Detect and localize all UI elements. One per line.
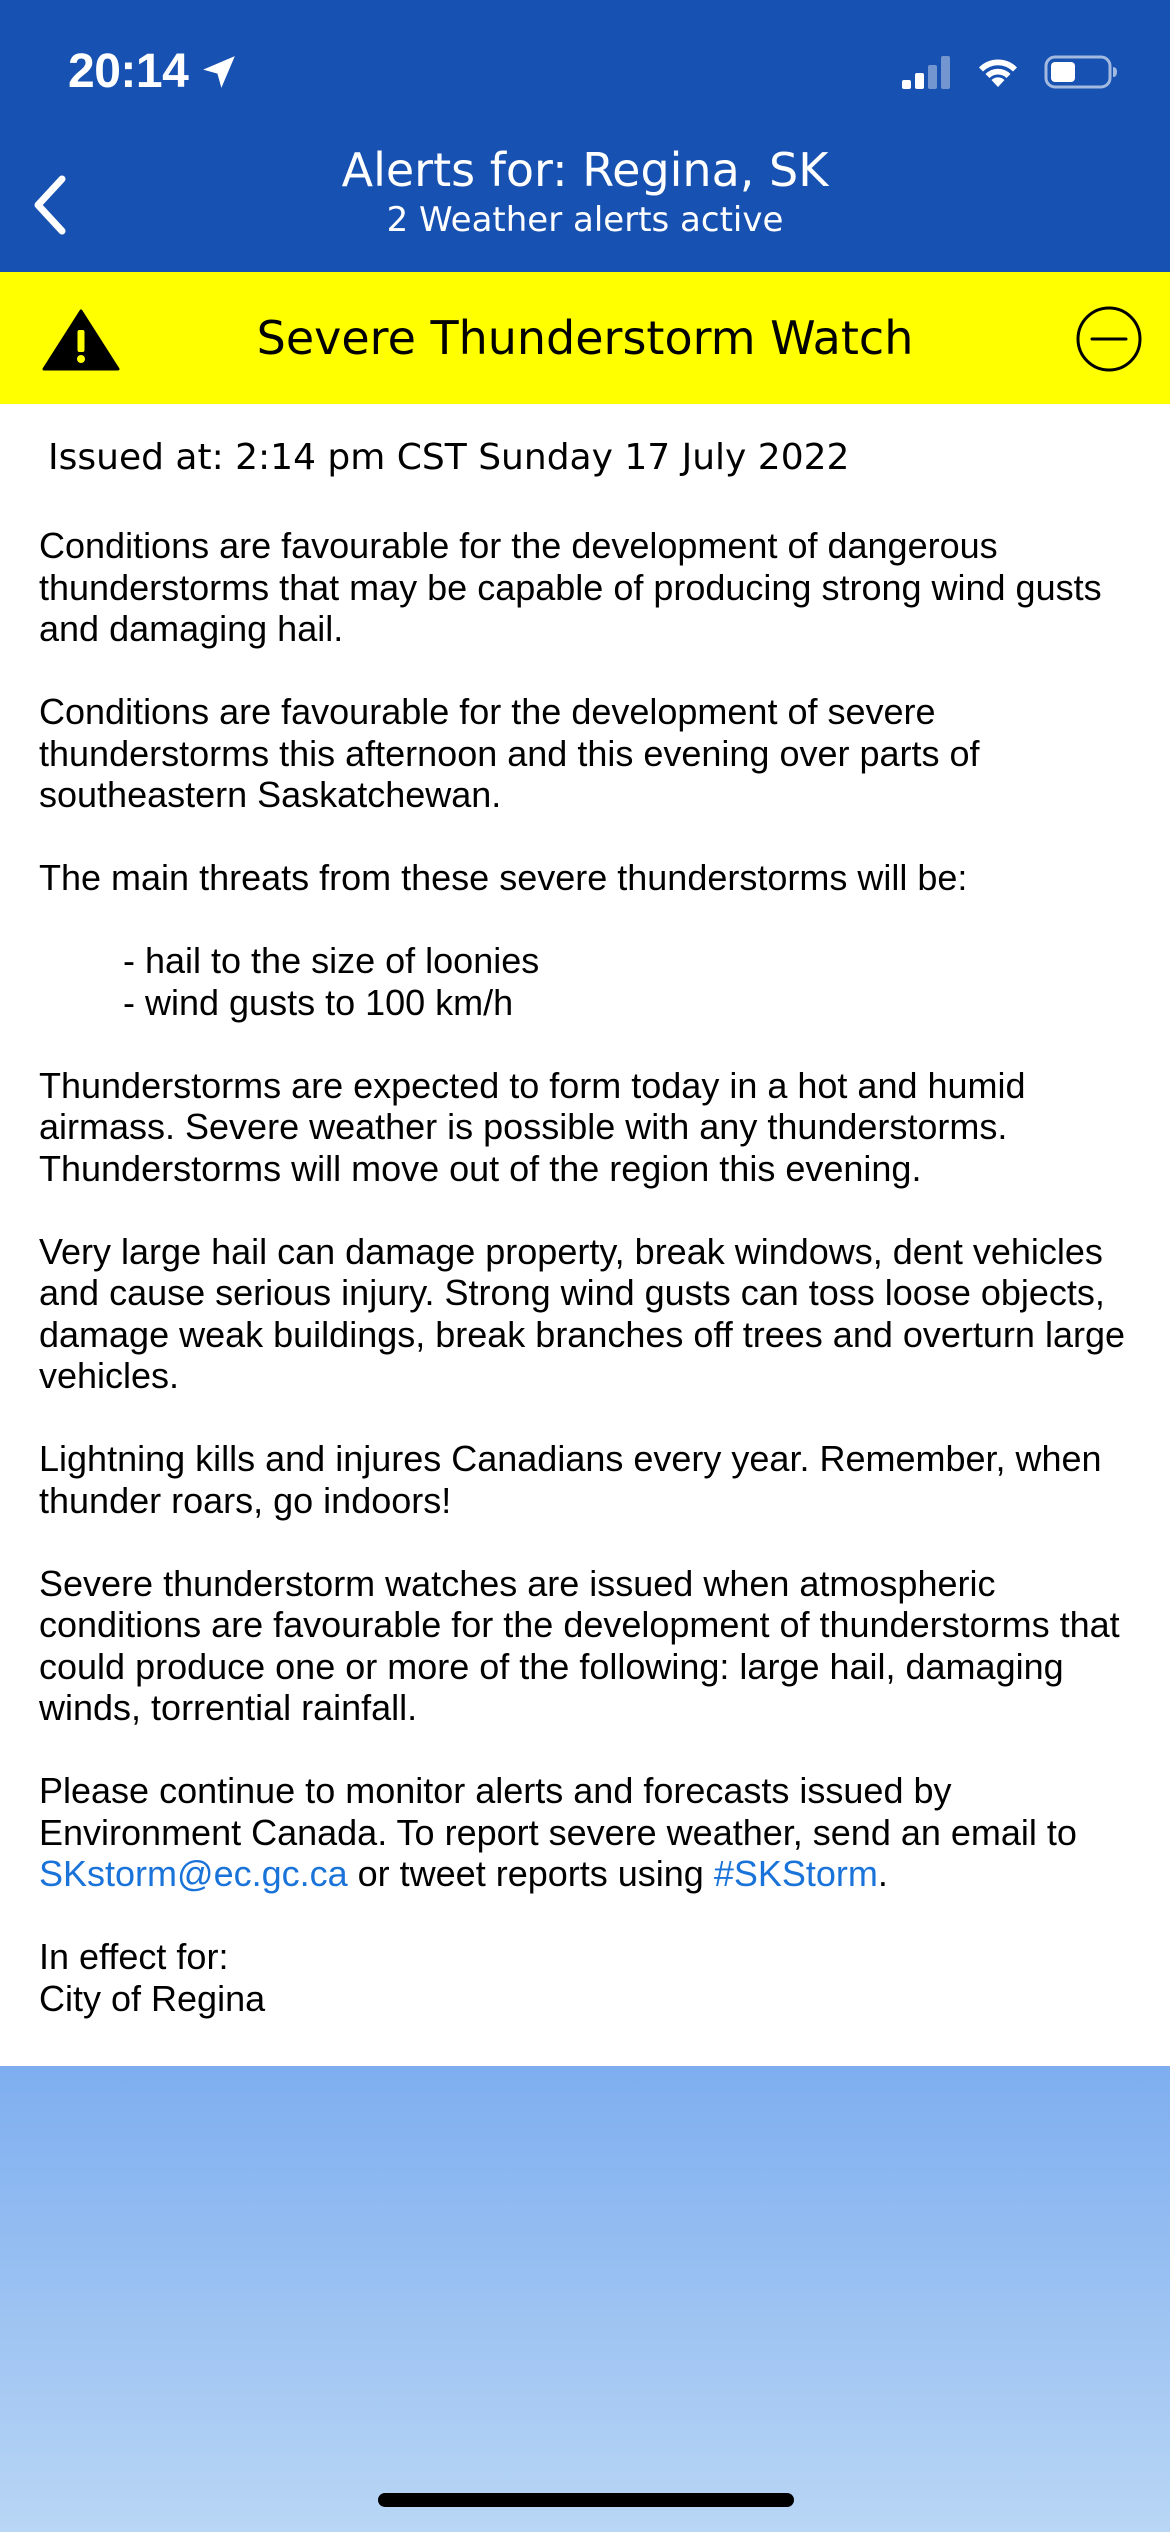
page-subtitle: 2 Weather alerts active (386, 200, 784, 240)
status-bar-time (68, 44, 238, 99)
battery-icon (1044, 54, 1118, 90)
status-time-text: 20:14 (68, 45, 189, 98)
alert-body (39, 525, 1139, 2061)
home-indicator[interactable] (378, 2493, 794, 2507)
contact-text: Please continue to monitor alerts and forecasts issued by Environment Canada. To report severe weather, send an email to (39, 1770, 1077, 1853)
alert-paragraph: Lightning kills and injures Canadians every year. Remember, when thunder roars, go indoors! (39, 1438, 1102, 1521)
cellular-signal-icon (900, 54, 952, 90)
effect-label: In effect for: (39, 1936, 229, 1977)
app-header (0, 0, 1170, 272)
threat-list (39, 940, 1139, 1023)
wifi-icon (974, 54, 1022, 90)
effect-section (39, 1936, 1139, 2019)
effect-location: City of Regina (39, 1977, 266, 2019)
header-title-block (0, 142, 1170, 242)
alert-paragraph: Very large hail can damage property, break windows, dent vehicles and cause serious injury. Strong wind gusts can toss loose objects, damage weak buildings, break branches off trees and overturn large vehicles. (39, 1230, 1125, 1396)
sky-background (0, 2066, 1170, 2532)
issued-timestamp: Issued at: 2:14 pm CST Sunday 17 July 2022 (48, 437, 850, 478)
location-arrow-icon (200, 53, 238, 91)
alert-banner[interactable] (0, 272, 1170, 404)
contact-text: or tweet reports using (347, 1853, 714, 1894)
email-link[interactable]: SKstorm@ec.gc.ca (39, 1853, 348, 1894)
contact-text: . (877, 1853, 888, 1894)
alert-paragraph: Conditions are favourable for the development of dangerous thunderstorms that may be capable of producing strong wind gusts and damaging hail. (39, 525, 1102, 649)
page-title: Alerts for: Regina, SK (341, 143, 829, 197)
threat-item: - hail to the size of loonies (123, 940, 540, 981)
alert-title: Severe Thunderstorm Watch (256, 311, 914, 365)
alert-details (0, 404, 1170, 2066)
threat-item: - wind gusts to 100 km/h (123, 981, 514, 1023)
alert-paragraph: Thunderstorms are expected to form today in a hot and humid airmass. Severe weather is possible with any thunderstorms. Thunderstorms will move out of the region this evening. (39, 1064, 1026, 1189)
alert-paragraph: The main threats from these severe thunderstorms will be: (39, 857, 968, 898)
alert-paragraph: Conditions are favourable for the development of severe thunderstorms this afternoon and this evening over parts of southeastern Saskatchewan. (39, 691, 980, 815)
alert-paragraph: Severe thunderstorm watches are issued when atmospheric conditions are favourable for the development of thunderstorms that could produce one or more of the following: large hail, damaging winds, torrential rainfall. (39, 1562, 1120, 1728)
status-bar-indicators (900, 54, 1118, 90)
minus-circle-icon[interactable] (1075, 305, 1143, 373)
hashtag-link[interactable]: #SKStorm (713, 1853, 878, 1894)
alert-paragraph-contact (39, 1770, 1139, 1895)
